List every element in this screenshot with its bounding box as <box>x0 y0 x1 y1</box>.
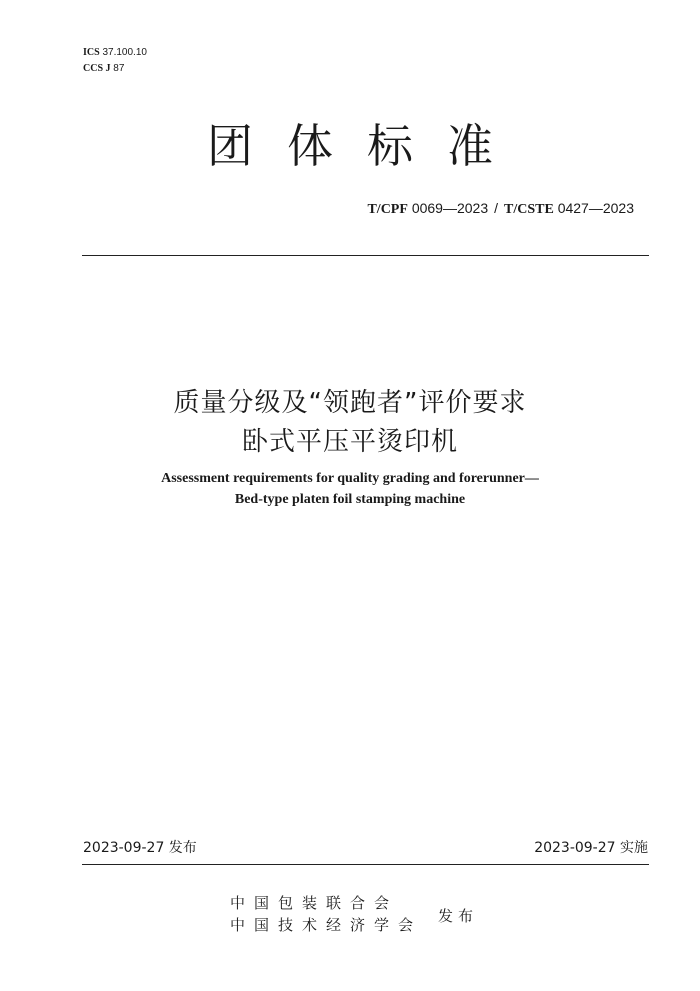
second-standard-prefix: T/CSTE <box>504 202 554 217</box>
issue-date: 2023-09-27 发布 <box>83 840 197 856</box>
ccs-value: 87 <box>113 63 125 74</box>
ccs-code <box>83 62 124 75</box>
first-standard-prefix: T/CPF <box>367 202 408 217</box>
chinese-title-line-2: 卧式平压平烫印机 <box>241 427 458 457</box>
english-title-line-1: Assessment requirements for quality grading and forerunner— <box>161 471 539 486</box>
top-divider <box>82 255 649 256</box>
implementation-date: 2023-09-27 实施 <box>534 840 648 856</box>
ics-code <box>83 46 147 59</box>
ccs-label: CCS J <box>83 63 111 74</box>
publisher-name-1: 中国包装联合会 <box>230 894 399 912</box>
ics-value: 37.100.10 <box>102 47 147 58</box>
standard-type-heading: 团体标准 <box>207 119 527 173</box>
bottom-divider <box>82 864 649 865</box>
second-standard-number: 0427—2023 <box>557 200 634 216</box>
english-title-line-2: Bed-type platen foil stamping machine <box>234 492 466 507</box>
chinese-title-line-1: 质量分级及“领跑者”评价要求 <box>173 388 527 418</box>
standard-numbers <box>367 199 634 219</box>
publish-label: 发布 <box>438 907 479 925</box>
standard-number-separator: / <box>494 200 498 216</box>
publisher-name-2: 中国技术经济学会 <box>230 916 423 934</box>
first-standard-number: 0069—2023 <box>411 200 489 216</box>
ics-label: ICS <box>83 47 100 58</box>
